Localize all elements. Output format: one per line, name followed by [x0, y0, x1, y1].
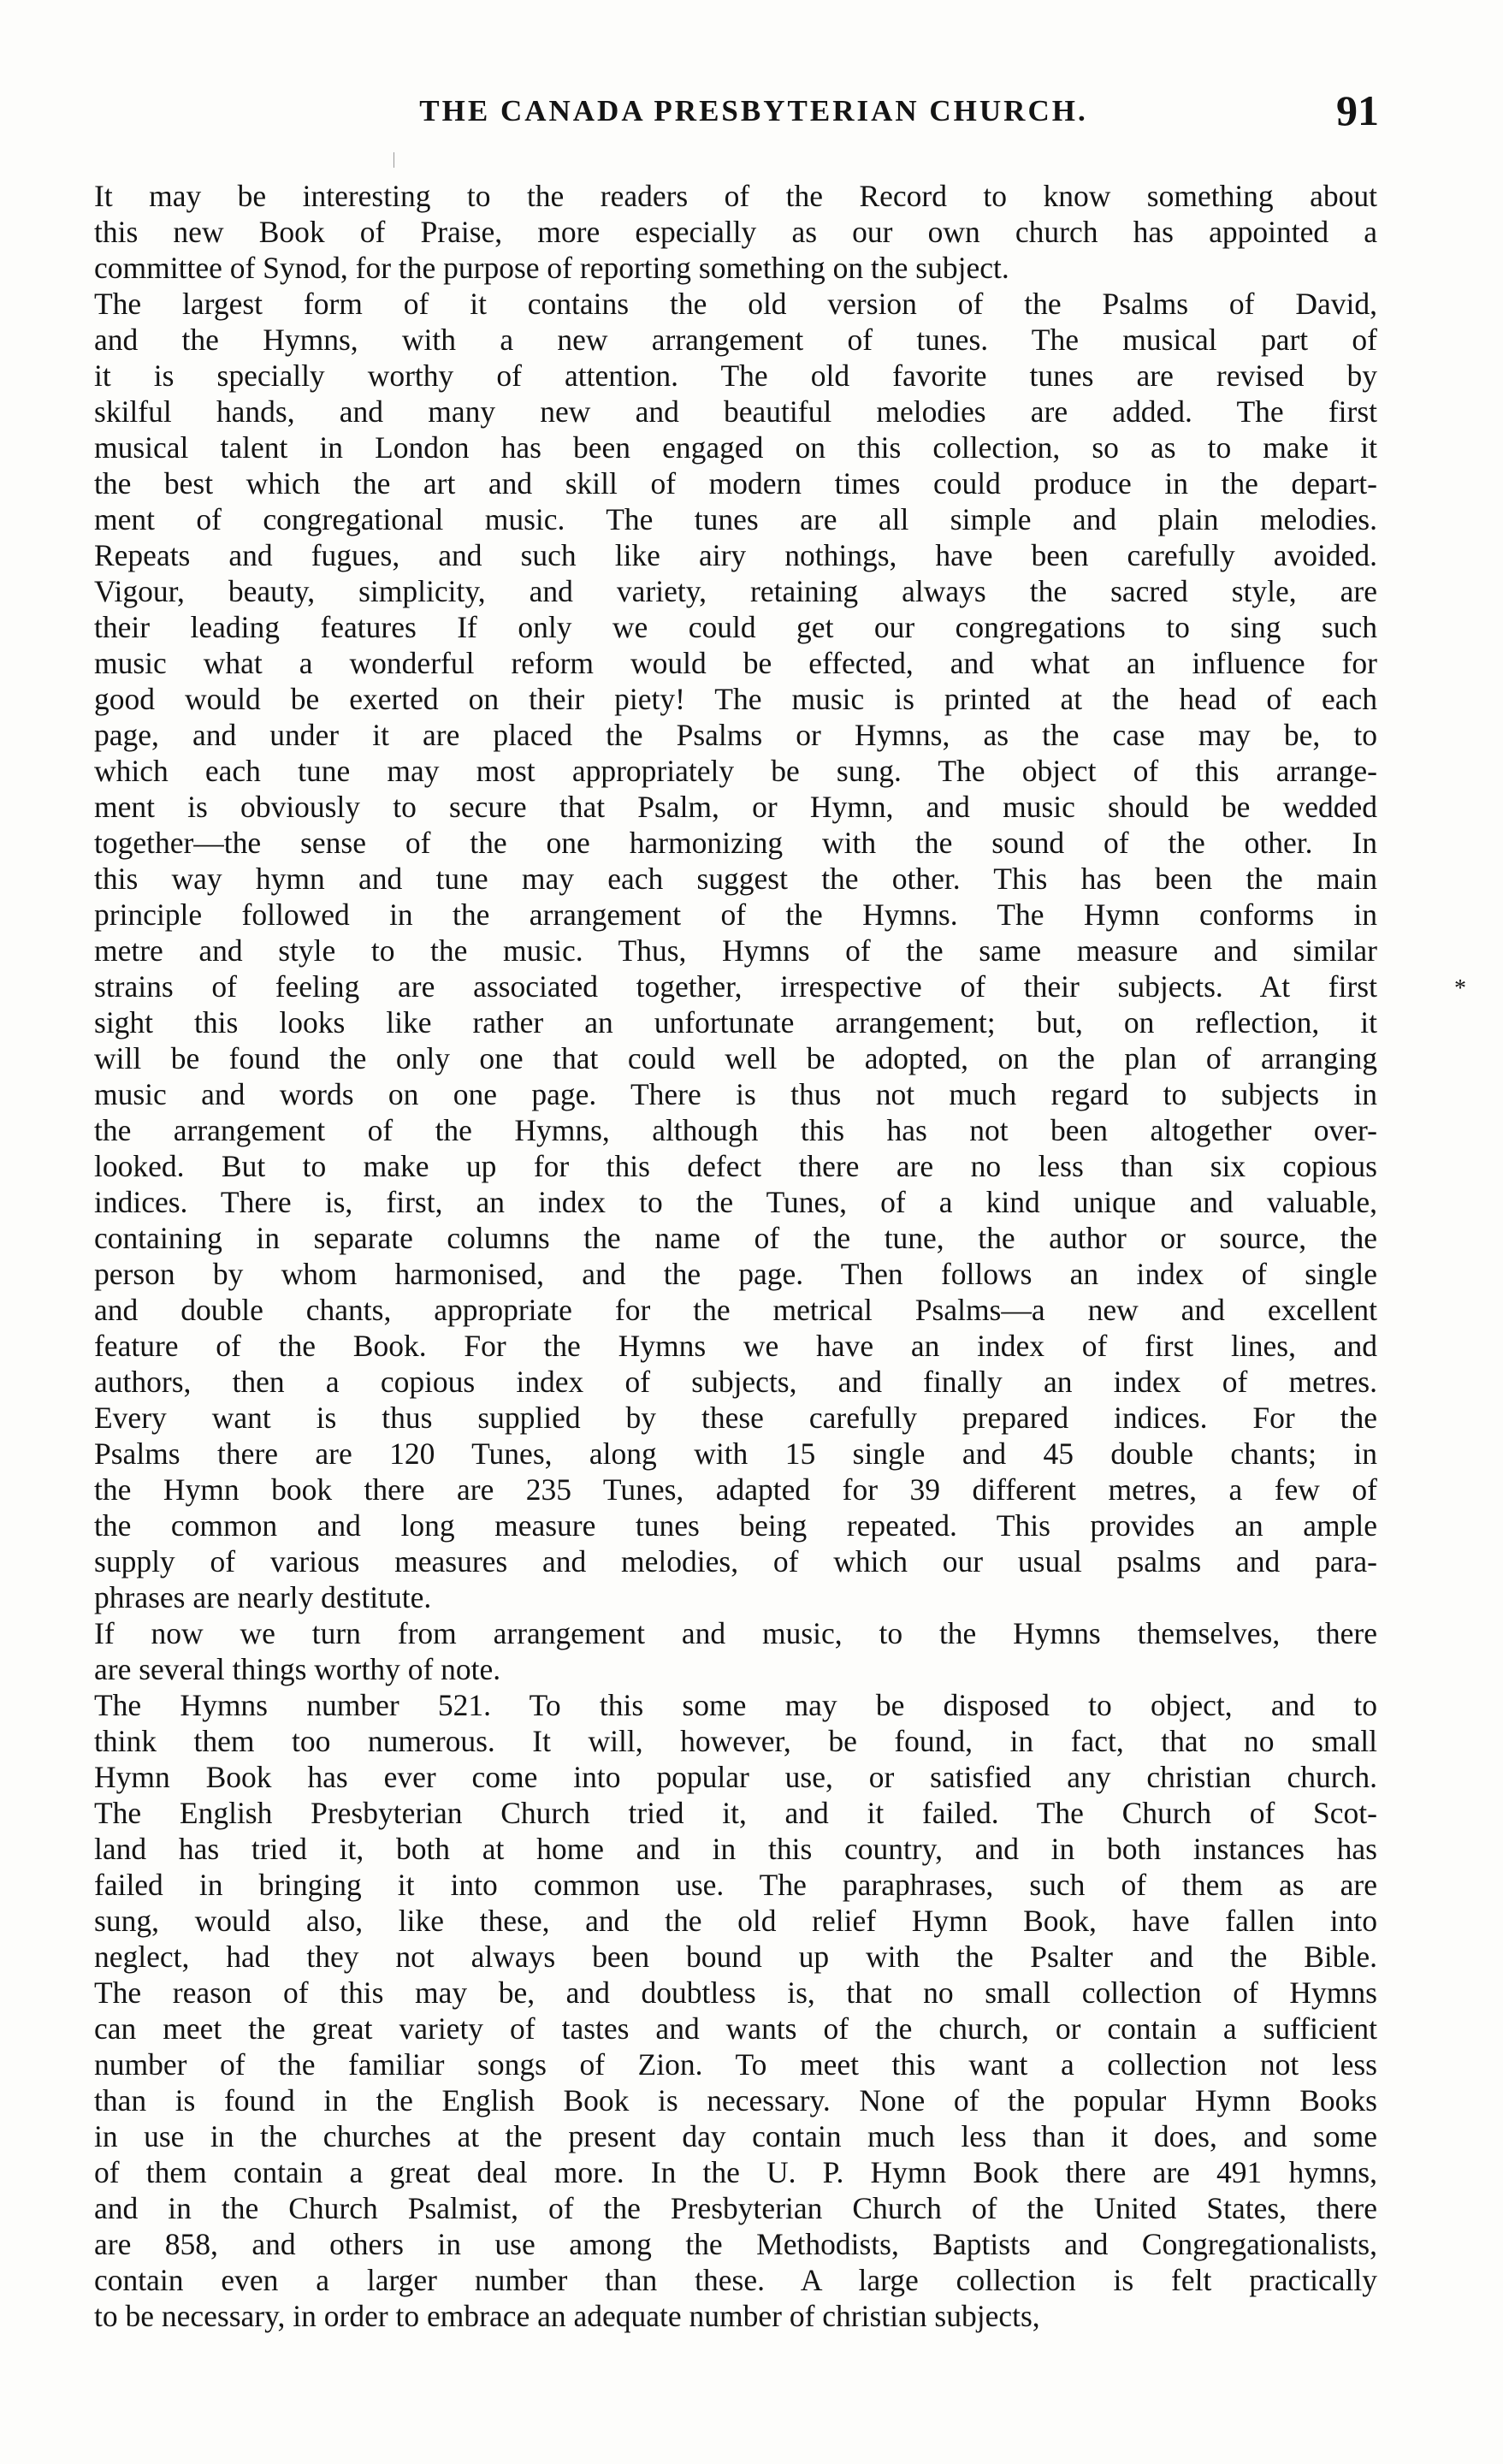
text-line: The English Presbyterian Church tried it, and it failed. The Church of Scot-	[94, 1796, 1377, 1830]
text-line: page, and under it are placed the Psalms or Hymns, as the case may be, to	[94, 718, 1377, 752]
text-line: to be necessary, in order to embrace an adequate number of christian subjects,	[94, 2299, 1040, 2333]
margin-mark: *	[1454, 975, 1466, 1002]
page-number: 91	[1336, 86, 1379, 134]
text-line: the Hymn book there are 235 Tunes, adapted for 39 different metres, a few of	[94, 1472, 1377, 1507]
text-line: containing in separate columns the name of the tune, the author or source, the	[94, 1221, 1377, 1255]
text-line: and double chants, appropriate for the metrical Psalms—a new and excellent	[94, 1293, 1377, 1327]
running-title: THE CANADA PRESBYTERIAN CHURCH.	[419, 94, 1088, 127]
text-line: indices. There is, first, an index to the Tunes, of a kind unique and valuable,	[94, 1185, 1377, 1219]
text-line: music and words on one page. There is thus not much regard to subjects in	[94, 1077, 1377, 1111]
text-line: sung, would also, like these, and the old relief Hymn Book, have fallen into	[94, 1904, 1377, 1938]
text-line: failed in bringing it into common use. The paraphrases, such of them as are	[94, 1868, 1377, 1902]
text-line: principle followed in the arrangement of the Hymns. The Hymn conforms in	[94, 897, 1377, 932]
text-line: are 858, and others in use among the Methodists, Baptists and Congregationalists,	[94, 2227, 1377, 2261]
paragraph	[94, 286, 1377, 1615]
text-line: this way hymn and tune may each suggest the other. This has been the main	[94, 862, 1377, 896]
text-line: the common and long measure tunes being repeated. This provides an ample	[94, 1508, 1377, 1543]
text-line: Vigour, beauty, simplicity, and variety, retaining always the sacred style, are	[94, 574, 1377, 608]
text-line: person by whom harmonised, and the page. Then follows an index of single	[94, 1257, 1377, 1291]
text-line: it is specially worthy of attention. The old favorite tunes are revised by	[94, 358, 1377, 393]
paragraph	[94, 178, 1377, 286]
text-line: contain even a larger number than these. A large collection is felt practically	[94, 2263, 1377, 2297]
text-line: If now we turn from arrangement and music, to the Hymns themselves, there	[94, 1616, 1377, 1650]
text-line: strains of feeling are associated together, irrespective of their subjects. At first	[94, 969, 1377, 1004]
text-line: The reason of this may be, and doubtless is, that no small collection of Hymns	[94, 1975, 1377, 2010]
text-line: good would be exerted on their piety! The music is printed at the head of each	[94, 682, 1377, 716]
text-line: looked. But to make up for this defect there are no less than six copious	[94, 1149, 1377, 1183]
text-line: think them too numerous. It will, however, be found, in fact, that no small	[94, 1724, 1377, 1758]
text-line: and in the Church Psalmist, of the Presbyterian Church of the United States, there	[94, 2191, 1377, 2225]
text-line: ment is obviously to secure that Psalm, or Hymn, and music should be wedded	[94, 790, 1377, 824]
text-line: committee of Synod, for the purpose of reporting something on the subject.	[94, 251, 1009, 285]
text-line: and the Hymns, with a new arrangement of tunes. The musical part of	[94, 323, 1377, 357]
text-line: musical talent in London has been engaged on this collection, so as to make it	[94, 430, 1377, 465]
text-line: metre and style to the music. Thus, Hymns of the same measure and similar	[94, 933, 1377, 968]
text-line: are several things worthy of note.	[94, 1652, 501, 1686]
text-line: music what a wonderful reform would be effected, and what an influence for	[94, 646, 1377, 680]
paragraph	[94, 1615, 1377, 1687]
text-line: authors, then a copious index of subjects, and finally an index of metres.	[94, 1365, 1377, 1399]
text-line: phrases are nearly destitute.	[94, 1580, 432, 1614]
text-line: ment of congregational music. The tunes are all simple and plain melodies.	[94, 502, 1377, 536]
text-line: which each tune may most appropriately be sung. The object of this arrange-	[94, 754, 1377, 788]
text-line: together—the sense of the one harmonizing with the sound of the other. In	[94, 826, 1377, 860]
text-line: in use in the churches at the present day contain much less than it does, and some	[94, 2119, 1377, 2153]
text-line: It may be interesting to the readers of the Record to know something about	[94, 179, 1377, 213]
text-line: can meet the great variety of tastes and wants of the church, or contain a sufficient	[94, 2011, 1377, 2046]
text-line: Hymn Book has ever come into popular use, or satisfied any christian church.	[94, 1760, 1377, 1794]
text-line: of them contain a great deal more. In the U. P. Hymn Book there are 491 hymns,	[94, 2155, 1377, 2189]
text-line: Every want is thus supplied by these carefully prepared indices. For the	[94, 1401, 1377, 1435]
text-line: their leading features If only we could get our congregations to sing such	[94, 610, 1377, 644]
text-line: skilful hands, and many new and beautiful melodies are added. The first	[94, 394, 1377, 429]
running-head	[128, 86, 1379, 145]
text-line: Repeats and fugues, and such like airy nothings, have been carefully avoided.	[94, 538, 1377, 572]
paragraph	[94, 1687, 1377, 2334]
text-line: feature of the Book. For the Hymns we have an index of first lines, and	[94, 1329, 1377, 1363]
text-line: Psalms there are 120 Tunes, along with 15 single and 45 double chants; in	[94, 1436, 1377, 1471]
text-line: number of the familiar songs of Zion. To meet this want a collection not less	[94, 2047, 1377, 2082]
text-line: this new Book of Praise, more especially as our own church has appointed a	[94, 215, 1377, 249]
body-text	[94, 178, 1377, 2334]
text-line: land has tried it, both at home and in this country, and in both instances has	[94, 1832, 1377, 1866]
text-line: The largest form of it contains the old version of the Psalms of David,	[94, 287, 1377, 321]
text-line: sight this looks like rather an unfortunate arrangement; but, on reflection, it	[94, 1005, 1377, 1040]
text-line: The Hymns number 521. To this some may be disposed to object, and to	[94, 1688, 1377, 1722]
text-line: the arrangement of the Hymns, although this has not been altogether over-	[94, 1113, 1377, 1147]
text-line: than is found in the English Book is necessary. None of the popular Hymn Books	[94, 2083, 1377, 2118]
text-line: the best which the art and skill of modern times could produce in the depart-	[94, 466, 1377, 500]
text-line: supply of various measures and melodies, of which our usual psalms and para-	[94, 1544, 1377, 1578]
text-line: will be found the only one that could well be adopted, on the plan of arranging	[94, 1041, 1377, 1075]
text-line: neglect, had they not always been bound up with the Psalter and the Bible.	[94, 1940, 1377, 1974]
